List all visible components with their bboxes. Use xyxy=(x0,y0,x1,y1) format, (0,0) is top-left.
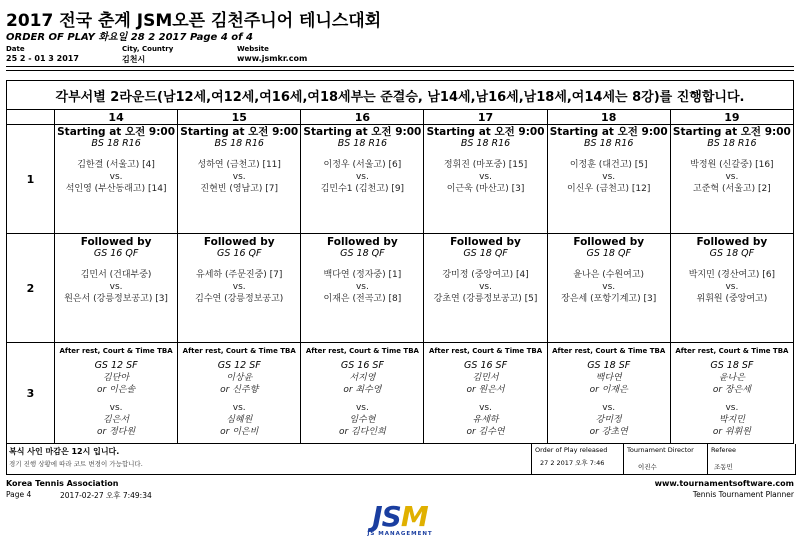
vs-label: vs. xyxy=(355,172,369,182)
schedule-row-3 xyxy=(7,343,794,444)
match-draw: GS 12 SF xyxy=(94,360,138,371)
vs-label: vs. xyxy=(602,282,616,292)
match-time: Followed by xyxy=(450,236,521,248)
match-cell[interactable] xyxy=(301,234,424,343)
match-time: Starting at 오전 9:00 xyxy=(303,126,422,138)
player-2: 김수연 (강릉정보공고) xyxy=(195,294,284,304)
match-time: Starting at 오전 9:00 xyxy=(57,126,176,138)
director-label: Tournament Director xyxy=(627,446,694,454)
player-2: 박지민 xyxy=(718,415,745,425)
match-cell[interactable] xyxy=(424,234,547,343)
match-time: After rest, Court & Time TBA xyxy=(182,347,296,355)
vs-label: vs. xyxy=(355,282,369,292)
tournament-title: 2017 전국 춘계 JSM오픈 김천주니어 테니스대회 xyxy=(6,11,382,31)
player-1: 유세하 (주문진중) [7] xyxy=(196,270,283,280)
player-2: 진현빈 (영남고) [7] xyxy=(200,184,279,194)
player-1: 박정원 (신갈중) [16] xyxy=(690,160,774,170)
match-draw: BS 18 R16 xyxy=(460,138,511,149)
association-name: Korea Tennis Association xyxy=(6,479,119,488)
vs-label: vs. xyxy=(479,403,492,413)
player-1: 박지민 (경산여고) [6] xyxy=(688,270,776,280)
player-2: 석인영 (부산동래고) [14] xyxy=(65,184,167,194)
vs-label: vs. xyxy=(232,282,246,292)
court-header: 17 xyxy=(424,110,547,125)
footer-box xyxy=(6,444,796,475)
player-1: 김민서 xyxy=(472,373,499,383)
vs-label: vs. xyxy=(109,403,123,413)
player-1-alt: or 이재은 xyxy=(589,385,628,395)
vs-label: vs. xyxy=(109,282,123,292)
player-1: 김민서 (건대부중) xyxy=(80,270,152,280)
match-time: Followed by xyxy=(696,236,768,248)
vs-label: vs. xyxy=(602,403,616,413)
match-draw: GS 16 QF xyxy=(93,248,139,259)
player-1: 이상윤 xyxy=(226,373,253,383)
released-box xyxy=(531,444,624,474)
jsm-logo xyxy=(365,500,435,541)
match-draw: GS 18 QF xyxy=(709,248,755,259)
court-header: 15 xyxy=(178,110,301,125)
print-timestamp: 2017-02-27 오후 7:49:34 xyxy=(60,491,152,500)
player-2: 강초연 (강릉정보공고) [5] xyxy=(433,294,538,304)
vs-label: vs. xyxy=(725,282,739,292)
player-1-alt: or 장은세 xyxy=(712,385,751,395)
player-1: 이정훈 (대건고) [5] xyxy=(569,160,648,170)
player-1-alt: or 최수영 xyxy=(343,385,382,395)
player-1-alt: or 신주향 xyxy=(220,385,259,395)
player-2: 김은서 xyxy=(103,415,130,425)
match-cell[interactable] xyxy=(178,125,301,234)
player-1: 윤나은 (수원여고) xyxy=(573,270,645,280)
player-2: 심혜원 xyxy=(226,415,253,425)
website-value[interactable]: www.jsmkr.com xyxy=(237,54,308,63)
vs-label: vs. xyxy=(355,403,369,413)
match-draw: BS 18 R16 xyxy=(91,138,141,149)
match-cell[interactable] xyxy=(301,343,424,444)
match-cell[interactable] xyxy=(547,125,670,234)
court-header-row xyxy=(7,110,794,125)
header-divider xyxy=(6,66,794,67)
website-label: Website xyxy=(237,45,269,53)
referee-label: Referee xyxy=(711,446,737,454)
player-2: 유세하 xyxy=(472,415,499,425)
director-box xyxy=(623,444,708,474)
match-draw: BS 18 R16 xyxy=(707,138,757,149)
player-2: 김민수1 (김천고) [9] xyxy=(320,184,405,194)
date-label: Date xyxy=(6,45,25,53)
vs-label: vs. xyxy=(109,172,123,182)
player-2: 위휘원 (중앙여고) xyxy=(696,294,768,304)
player-1: 성하연 (금천고) [11] xyxy=(197,160,281,170)
match-time: Followed by xyxy=(203,236,275,248)
player-2-alt: or 김다인희 xyxy=(338,427,386,437)
date-block xyxy=(6,45,79,63)
match-cell[interactable] xyxy=(55,343,178,444)
player-1: 백다연 (정자중) [1] xyxy=(323,270,402,280)
city-value: 김천시 xyxy=(122,55,146,64)
match-cell[interactable] xyxy=(424,343,547,444)
page-number: Page 4 xyxy=(6,490,32,499)
referee-value: 조동민 xyxy=(714,463,733,471)
vs-label: vs. xyxy=(479,282,492,292)
planner-name: Tennis Tournament Planner xyxy=(692,490,794,499)
match-draw: GS 12 SF xyxy=(217,360,261,371)
match-time: After rest, Court & Time TBA xyxy=(675,347,789,355)
row-number: 2 xyxy=(7,234,55,343)
row-number: 3 xyxy=(7,343,55,444)
header-divider-2 xyxy=(6,70,794,71)
round-notice: 각부서별 2라운드(남12세,여12세,여16세,여18세부는 준결승, 남14세,남16세,남18세,여14세는 8강)를 진행합니다. xyxy=(7,81,794,110)
city-block xyxy=(122,45,173,65)
player-1: 이정우 (서울고) [6] xyxy=(323,160,402,170)
match-draw: GS 16 SF xyxy=(340,360,384,371)
player-1-alt: or 원은서 xyxy=(466,385,505,395)
player-2: 고준혁 (서울고) [2] xyxy=(693,184,771,194)
match-time: After rest, Court & Time TBA xyxy=(552,347,666,355)
city-label: City, Country xyxy=(122,45,174,53)
match-cell[interactable] xyxy=(424,125,547,234)
player-2: 원은서 (강릉정보공고) [3] xyxy=(64,294,168,304)
player-1-alt: or 이은솔 xyxy=(97,385,136,395)
court-header: 18 xyxy=(547,110,670,125)
match-draw: GS 18 QF xyxy=(463,248,508,259)
court-header-blank xyxy=(7,110,55,125)
match-cell[interactable] xyxy=(178,343,301,444)
match-time: Starting at 오전 9:00 xyxy=(549,126,668,138)
player-2: 이근욱 (마산고) [3] xyxy=(446,184,525,194)
court-header: 19 xyxy=(670,110,793,125)
match-draw: GS 16 QF xyxy=(217,248,262,259)
row-number: 1 xyxy=(7,125,55,234)
released-label: Order of Play released xyxy=(535,446,608,454)
schedule-row-1 xyxy=(7,125,794,234)
player-2: 강미정 xyxy=(595,415,622,425)
match-time: Starting at 오전 9:00 xyxy=(426,126,545,138)
match-draw: GS 18 QF xyxy=(340,248,385,259)
jsm-logo-text: JSM xyxy=(372,500,428,533)
match-cell[interactable] xyxy=(670,234,793,343)
player-2-alt: or 정다원 xyxy=(97,427,136,437)
match-cell[interactable] xyxy=(178,234,301,343)
match-draw: GS 16 SF xyxy=(464,360,508,371)
player-2: 이재은 (전곡고) [8] xyxy=(323,294,402,304)
match-cell[interactable] xyxy=(547,234,670,343)
player-2: 장은세 (포항기계고) [3] xyxy=(561,294,657,304)
player-1: 김단아 xyxy=(103,373,130,383)
match-time: After rest, Court & Time TBA xyxy=(428,347,543,355)
match-time: Followed by xyxy=(327,236,398,248)
match-cell[interactable] xyxy=(670,343,793,444)
director-value: 이진수 xyxy=(638,463,657,471)
released-value: 27 2 2017 오후 7:46 xyxy=(540,459,605,467)
player-1: 정휘진 (마포중) [15] xyxy=(443,160,528,170)
match-draw: GS 18 SF xyxy=(710,360,754,371)
match-time: Starting at 오전 9:00 xyxy=(672,126,791,138)
jsm-logo-subtext: JS MANAGEMENT xyxy=(367,531,433,537)
player-1: 강미정 (중앙여고) [4] xyxy=(442,270,529,280)
order-of-play-table xyxy=(6,80,794,444)
vs-label: vs. xyxy=(602,172,616,182)
player-2-alt: or 이은비 xyxy=(220,427,259,437)
match-draw: GS 18 SF xyxy=(587,360,631,371)
vs-label: vs. xyxy=(232,403,246,413)
player-1: 백다연 xyxy=(595,373,622,383)
court-header: 16 xyxy=(301,110,424,125)
schedule-row-2 xyxy=(7,234,794,343)
vs-label: vs. xyxy=(725,172,739,182)
match-cell[interactable] xyxy=(55,125,178,234)
player-2-alt: or 김수연 xyxy=(466,427,505,437)
match-time: After rest, Court & Time TBA xyxy=(59,347,173,355)
player-2-alt: or 강초연 xyxy=(589,427,628,437)
match-draw: BS 18 R16 xyxy=(214,138,264,149)
player-1: 서지영 xyxy=(349,373,376,383)
player-2: 이신우 (금천고) [12] xyxy=(567,184,651,194)
referee-box xyxy=(707,444,795,474)
vs-label: vs. xyxy=(725,403,739,413)
player-1: 김한결 (서울고) [4] xyxy=(77,160,155,170)
match-time: Followed by xyxy=(80,236,152,248)
vs-label: vs. xyxy=(479,172,492,182)
court-change-note: 경기 진행 상황에 따라 코트 변경이 가능합니다. xyxy=(9,460,143,468)
match-cell[interactable] xyxy=(55,234,178,343)
player-2: 임수현 xyxy=(349,415,376,425)
website-block xyxy=(237,45,307,63)
match-draw: BS 18 R16 xyxy=(337,138,388,149)
match-time: Followed by xyxy=(573,236,645,248)
match-cell[interactable] xyxy=(301,125,424,234)
doubles-signup-note: 복식 사인 마감은 12시 입니다. xyxy=(9,447,120,456)
match-draw: GS 18 QF xyxy=(586,248,631,259)
player-1: 윤나은 xyxy=(718,373,745,383)
software-website[interactable]: www.tournamentsoftware.com xyxy=(654,479,794,488)
vs-label: vs. xyxy=(232,172,246,182)
match-cell[interactable] xyxy=(547,343,670,444)
order-of-play-subtitle: ORDER OF PLAY 화요일 28 2 2017 Page 4 of 4 xyxy=(6,32,253,43)
match-time: After rest, Court & Time TBA xyxy=(305,347,419,355)
match-time: Starting at 오전 9:00 xyxy=(180,126,299,138)
date-value: 25 2 - 01 3 2017 xyxy=(6,54,79,63)
player-2-alt: or 위휘원 xyxy=(712,427,751,437)
match-draw: BS 18 R16 xyxy=(584,138,634,149)
court-header: 14 xyxy=(55,110,178,125)
match-cell[interactable] xyxy=(670,125,793,234)
